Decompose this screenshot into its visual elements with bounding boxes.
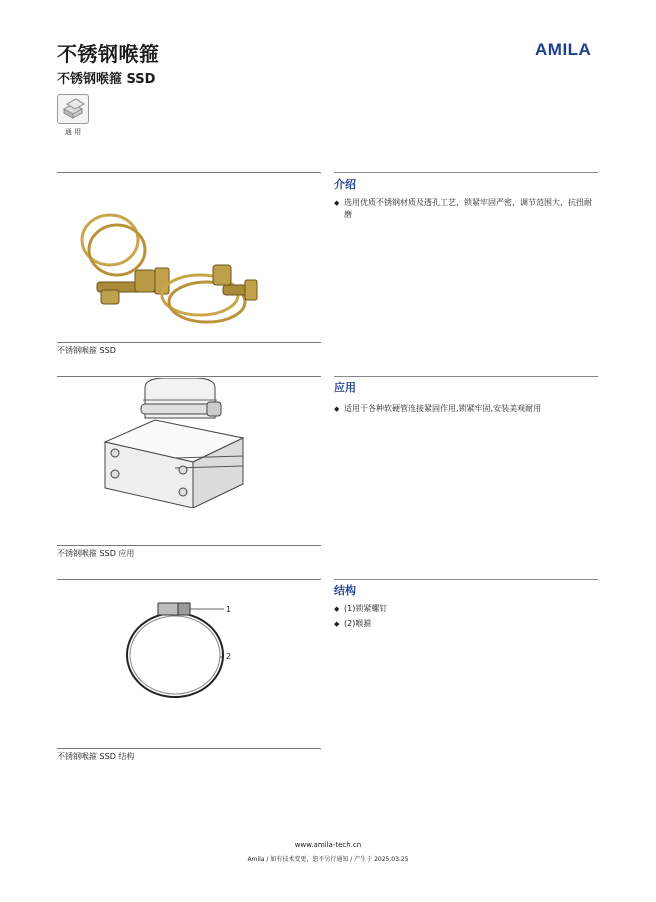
section-divider bbox=[334, 172, 598, 173]
application-image bbox=[95, 378, 245, 508]
section-divider bbox=[334, 579, 598, 580]
product-image bbox=[75, 210, 275, 330]
section-heading: 结构 bbox=[334, 584, 356, 597]
image-caption: 不锈钢喉箍 SSD 应用 bbox=[57, 549, 135, 558]
diamond-bullet-icon: ◆ bbox=[334, 405, 340, 413]
brand-logo: AMILA bbox=[535, 40, 592, 59]
caption-divider bbox=[57, 748, 321, 749]
diamond-bullet-icon: ◆ bbox=[334, 620, 340, 628]
list-item: ◆ 选用优质不锈钢材质及透孔工艺，锁紧牢固严密，调节范围大，抗扭耐磨 bbox=[334, 198, 592, 219]
callout-label: 1 bbox=[226, 605, 232, 614]
callout-label: 2 bbox=[226, 652, 232, 661]
page-subtitle: 不锈钢喉箍 SSD bbox=[57, 72, 156, 87]
section-divider bbox=[57, 376, 321, 377]
list-item: ◆ (1)锁紧螺钉 bbox=[334, 604, 388, 613]
section-divider bbox=[57, 172, 321, 173]
diamond-bullet-icon: ◆ bbox=[334, 605, 340, 613]
section-divider bbox=[57, 579, 321, 580]
section-divider bbox=[334, 376, 598, 377]
section-heading: 应用 bbox=[334, 381, 356, 394]
caption-divider bbox=[57, 342, 321, 343]
caption-divider bbox=[57, 545, 321, 546]
image-caption: 不锈钢喉箍 SSD bbox=[57, 346, 116, 355]
usage-label: 通 用 bbox=[64, 128, 82, 136]
diamond-bullet-icon: ◆ bbox=[334, 199, 340, 207]
footer-url[interactable]: www.amila-tech.cn bbox=[294, 841, 362, 849]
footer-note: Amila / 如有技术变更，恕不另行通知 / 产生于 2025.03.25 bbox=[247, 856, 409, 863]
section-heading: 介绍 bbox=[334, 178, 356, 191]
page-title: 不锈钢喉箍 bbox=[57, 42, 160, 66]
usage-general-icon bbox=[57, 94, 89, 124]
list-item: ◆ (2)喉箍 bbox=[334, 619, 372, 628]
image-caption: 不锈钢喉箍 SSD 结构 bbox=[57, 752, 135, 761]
list-item: ◆ 适用于各种软硬管连接紧固作用,锁紧牢固,安装美观耐用 bbox=[334, 404, 542, 413]
